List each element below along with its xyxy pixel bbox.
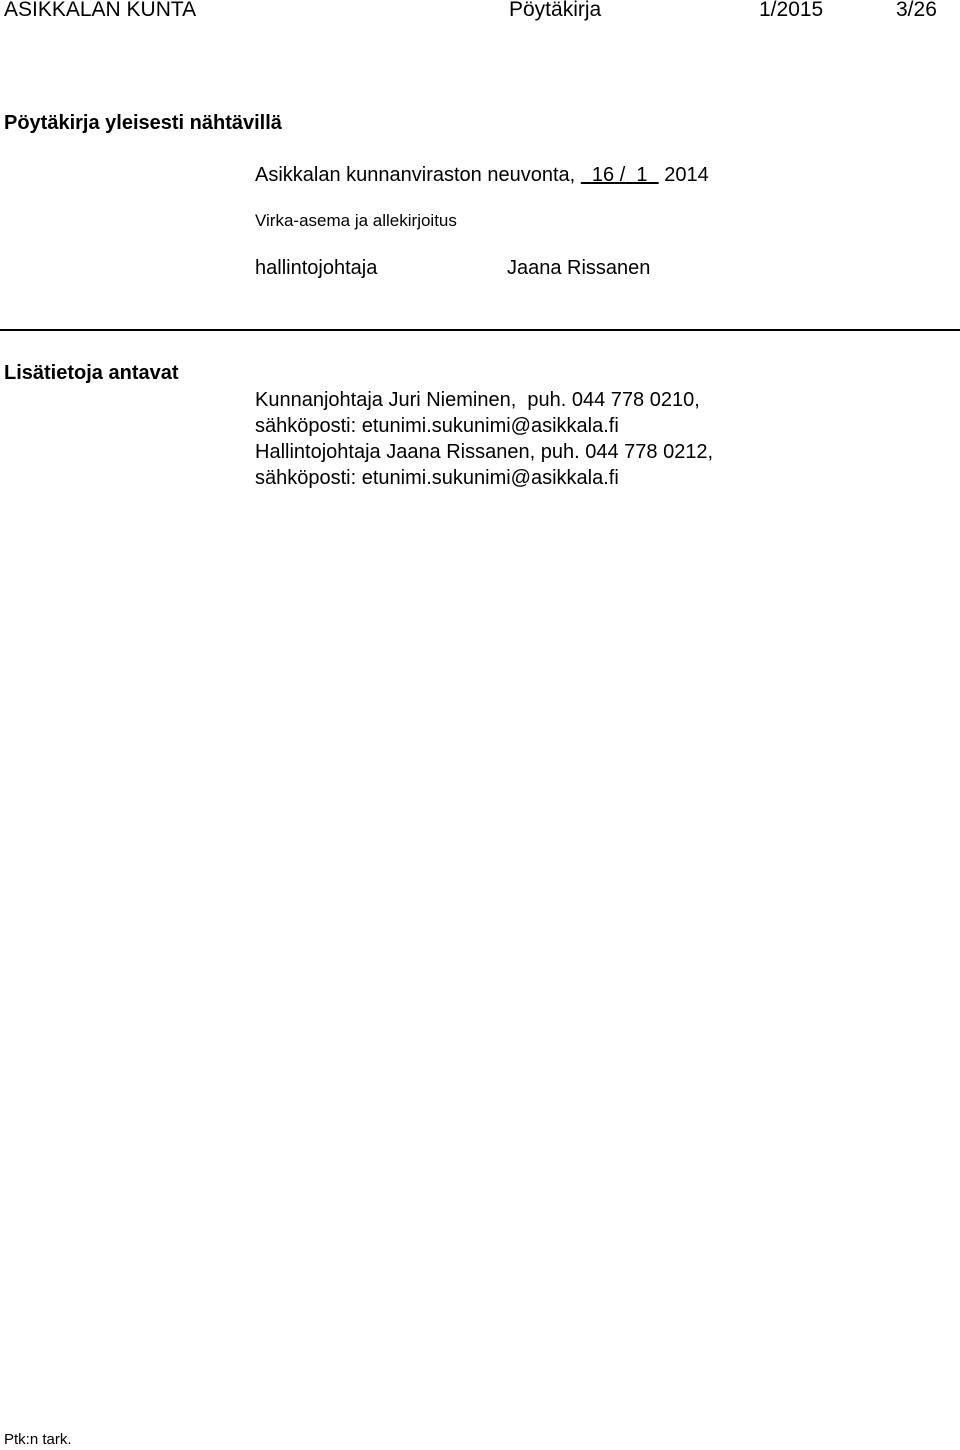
header-document-number: 1/2015 bbox=[759, 0, 824, 21]
contact-line-4: sähköposti: etunimi.sukunimi@asikkala.fi bbox=[255, 467, 619, 489]
contact-line-3: Hallintojohtaja Jaana Rissanen, puh. 044 778 0212, bbox=[255, 441, 714, 463]
header-organization: ASIKKALAN KUNTA bbox=[4, 0, 197, 21]
header-page-number: 3/26 bbox=[896, 0, 937, 21]
notice-place-date-line bbox=[255, 162, 709, 188]
notice-place: Asikkalan kunnanviraston neuvonta, bbox=[255, 164, 576, 186]
header-document-type: Pöytäkirja bbox=[509, 0, 602, 21]
contact-line-1: Kunnanjohtaja Juri Nieminen, puh. 044 778 0210, bbox=[255, 389, 700, 411]
footer-check-label: Ptk:n tark. bbox=[4, 1431, 72, 1448]
notice-heading: Pöytäkirja yleisesti nähtävillä bbox=[4, 112, 282, 134]
contact-info bbox=[255, 387, 713, 491]
signer-position: hallintojohtaja bbox=[255, 257, 378, 279]
signature-caption: Virka-asema ja allekirjoitus bbox=[255, 211, 457, 230]
notice-day: 16 bbox=[591, 164, 615, 186]
section-divider bbox=[0, 329, 960, 331]
signer-name: Jaana Rissanen bbox=[507, 257, 651, 279]
info-heading: Lisätietoja antavat bbox=[4, 362, 179, 384]
contact-line-2: sähköposti: etunimi.sukunimi@asikkala.fi bbox=[255, 415, 619, 437]
notice-day-field bbox=[581, 164, 620, 186]
notice-year: 2014 bbox=[664, 164, 709, 186]
notice-month: 1 bbox=[636, 164, 648, 186]
notice-month-field bbox=[625, 164, 658, 186]
notice-separator: / bbox=[619, 164, 626, 186]
